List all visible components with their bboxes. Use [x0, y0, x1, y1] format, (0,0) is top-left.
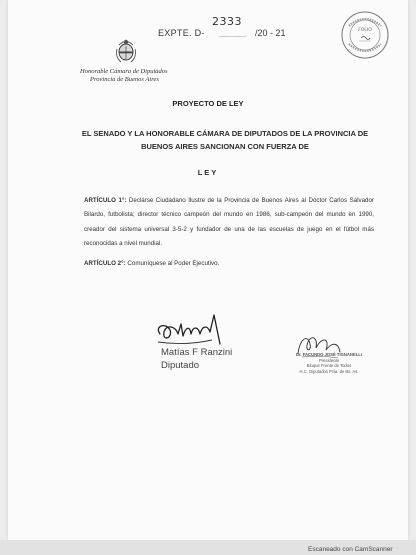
- entry-seal-stamp: [340, 10, 390, 60]
- article-1-label: ARTÍCULO 1°:: [84, 197, 127, 204]
- document-page: [8, 0, 408, 540]
- chamber-name-line1: Honorable Cámara de Diputados: [80, 68, 168, 75]
- expte-suffix: /20 - 21: [255, 28, 286, 38]
- coat-of-arms-icon: [113, 35, 139, 65]
- right-signer-stamp: [278, 352, 380, 374]
- preamble-line1: EL SENADO Y LA HONORABLE CÁMARA DE DIPUTADOS DE LA PROVINCIA DE: [81, 129, 369, 138]
- left-signer-title: Diputado: [161, 360, 200, 371]
- preamble: [40, 127, 410, 153]
- svg-text:FOLIO: FOLIO: [358, 28, 372, 33]
- left-handwritten-signature: [150, 312, 235, 352]
- article-2: [84, 258, 374, 270]
- preamble-line2: BUENOS AIRES SANCIONAN CON FUERZA DE: [141, 142, 309, 151]
- right-signer-name: Dr. FACUNDO JOSÉ TIGNANELLI: [295, 352, 363, 357]
- chamber-name: [80, 68, 168, 84]
- expte-scribble-mark: [218, 35, 248, 38]
- chamber-name-line2: Provincia de Buenos Aires: [90, 76, 159, 83]
- expte-label: EXPTE. D-: [158, 28, 205, 38]
- article-1: [84, 194, 374, 251]
- document-title: PROYECTO DE LEY: [172, 99, 244, 108]
- ley-heading: LEY: [197, 168, 219, 177]
- scanner-watermark: Escaneado con CamScanner: [308, 546, 393, 553]
- right-signer-role: Presidente: [318, 357, 340, 363]
- expte-number: 2333: [212, 15, 242, 28]
- article-2-text: Comuníquese al Poder Ejecutivo.: [127, 260, 220, 267]
- left-signer-name: Matías F Ranzini: [161, 347, 233, 358]
- right-signer-bloc: Bloque Frente de Todos: [306, 363, 352, 368]
- article-1-text: Declárse Ciudadano Ilustre de la Provincia de Buenos Aires al Doctor Carlos Salvador Bilardo, futbolista; director técnico campeón del mundo en 1986, sub-campeón del mundo en 1990, creador del sistema universal 3-5-2 y fundador de una de las escuelas de juego en el fútbol más reconocidas a nivel mundial.: [84, 197, 374, 247]
- article-2-label: ARTÍCULO 2°:: [84, 260, 126, 267]
- right-signer-chamber: H.C. Diputados Pcia. de Bs. As.: [299, 368, 359, 374]
